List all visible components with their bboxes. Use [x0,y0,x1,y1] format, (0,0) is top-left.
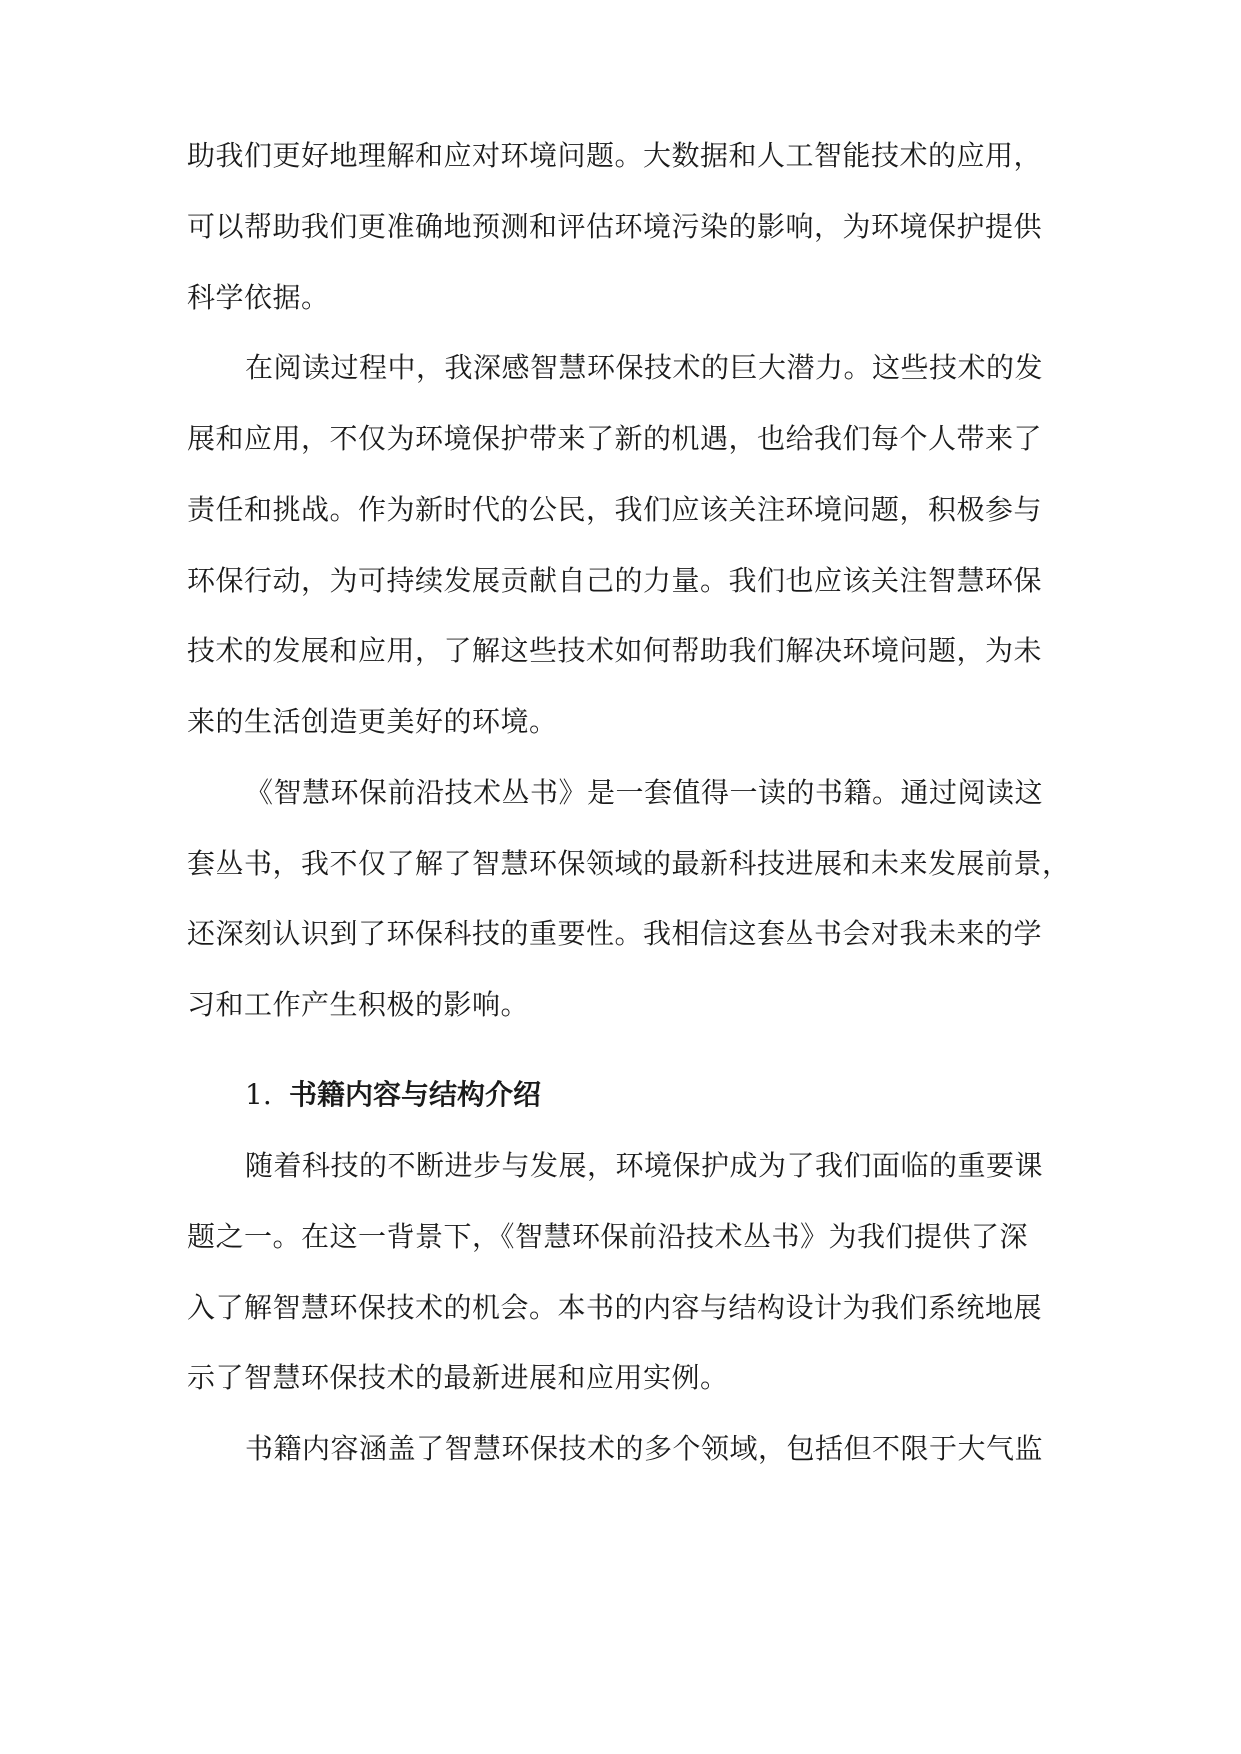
paragraph-3-line-2: 套丛书，我不仅了解了智慧环保领域的最新科技进展和未来发展前景， [187,847,1071,880]
paragraph-2-line-5: 技术的发展和应用，了解这些技术如何帮助我们解决环境问题，为未 [187,634,1043,667]
paragraph-2-line-2: 展和应用，不仅为环境保护带来了新的机遇，也给我们每个人带来了 [187,422,1043,455]
paragraph-3-line-3: 还深刻认识到了环保科技的重要性。我相信这套丛书会对我未来的学 [187,917,1043,950]
paragraph-2-line-4: 环保行动，为可持续发展贡献自己的力量。我们也应该关注智慧环保 [187,564,1043,597]
section-paragraph-1-line-1: 随着科技的不断进步与发展，环境保护成为了我们面临的重要课 [245,1149,1044,1182]
paragraph-3-line-1: 《智慧环保前沿技术丛书》是一套值得一读的书籍。通过阅读这 [245,776,1044,809]
paragraph-2-line-6: 来的生活创造更美好的环境。 [187,705,558,738]
section-paragraph-1-line-4: 示了智慧环保技术的最新进展和应用实例。 [187,1361,729,1394]
section-heading [245,1075,1057,1115]
paragraph-2-line-1: 在阅读过程中，我深感智慧环保技术的巨大潜力。这些技术的发 [245,351,1044,384]
paragraph-3-line-4: 习和工作产生积极的影响。 [187,988,530,1021]
paragraph-1-line-2: 可以帮助我们更准确地预测和评估环境污染的影响，为环境保护提供 [187,210,1043,243]
section-paragraph-1-line-2: 题之一。在这一背景下，《智慧环保前沿技术丛书》为我们提供了深 [187,1220,1029,1253]
section-title: 书籍内容与结构介绍 [289,1078,542,1111]
section-paragraph-1-line-3: 入了解智慧环保技术的机会。本书的内容与结构设计为我们系统地展 [187,1291,1043,1324]
paragraph-2-line-3: 责任和挑战。作为新时代的公民，我们应该关注环境问题，积极参与 [187,493,1043,526]
section-paragraph-2-line-1: 书籍内容涵盖了智慧环保技术的多个领域，包括但不限于大气监 [245,1432,1044,1465]
section-number: 1. [245,1078,272,1111]
paragraph-1-line-3: 科学依据。 [187,281,330,314]
paragraph-1-line-1: 助我们更好地理解和应对环境问题。大数据和人工智能技术的应用， [187,139,1043,172]
